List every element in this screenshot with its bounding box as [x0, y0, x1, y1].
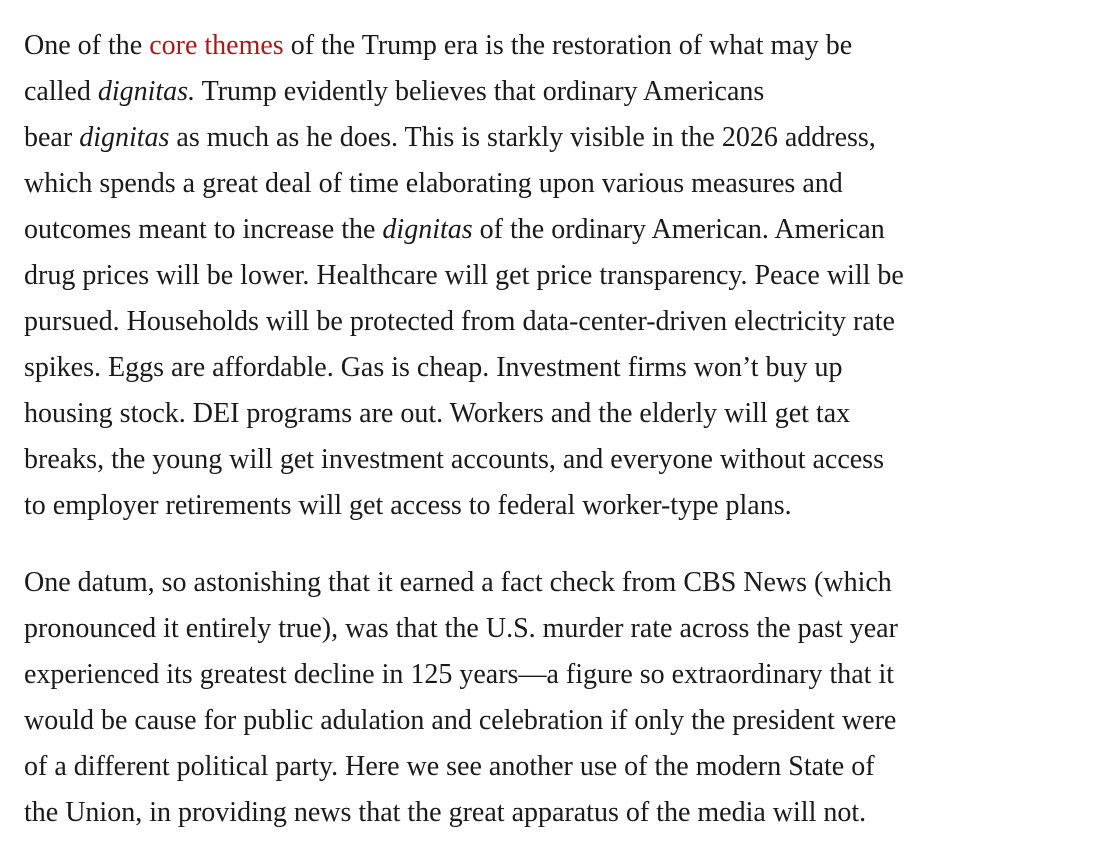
emphasis-dignitas: dignitas — [79, 122, 170, 153]
paragraph-line: of a different political party. Here we see another use of the modern State of — [24, 751, 875, 782]
paragraph-line: drug prices will be lower. Healthcare will get price transparency. Peace will be — [24, 260, 904, 291]
paragraph-line — [24, 115, 1064, 161]
paragraph-line — [24, 23, 1064, 69]
paragraph-2 — [24, 560, 1064, 836]
text-span: outcomes meant to increase the — [24, 214, 383, 245]
emphasis-dignitas: dignitas. — [97, 76, 196, 107]
core-themes-link[interactable]: core themes — [149, 30, 284, 61]
paragraph-line: One datum, so astonishing that it earned a fact check from CBS News (which — [24, 567, 892, 598]
paragraph-1 — [24, 23, 1064, 529]
text-span: One of the — [24, 30, 150, 61]
paragraph-line — [24, 69, 1064, 115]
paragraph-line: housing stock. DEI programs are out. Workers and the elderly will get tax — [24, 398, 851, 429]
paragraph-line: pursued. Households will be protected from data-center-driven electricity rate — [24, 306, 895, 337]
paragraph-line: which spends a great deal of time elaborating upon various measures and — [24, 168, 843, 199]
article-body — [24, 23, 1064, 836]
paragraph-line: would be cause for public adulation and celebration if only the president were — [24, 705, 897, 736]
paragraph-line: the Union, in providing news that the great apparatus of the media will not. — [24, 797, 867, 828]
paragraph-line: experienced its greatest decline in 125 years—a figure so extraordinary that it — [24, 659, 894, 690]
paragraph-line: to employer retirements will get access to federal worker-type plans. — [24, 490, 792, 521]
text-span: of the Trump era is the restoration of what may be — [283, 30, 853, 61]
text-span: bear — [24, 122, 80, 153]
paragraph-line — [24, 207, 1064, 253]
text-span: Trump evidently believes that ordinary Americans — [195, 76, 765, 107]
paragraph-line: spikes. Eggs are affordable. Gas is cheap. Investment firms won’t buy up — [24, 352, 843, 383]
text-span: as much as he does. This is starkly visible in the 2026 address, — [169, 122, 876, 153]
paragraph-line: breaks, the young will get investment accounts, and everyone without access — [24, 444, 884, 475]
emphasis-dignitas: dignitas — [382, 214, 473, 245]
text-span: called — [24, 76, 98, 107]
text-span: of the ordinary American. American — [472, 214, 885, 245]
paragraph-line: pronounced it entirely true), was that the U.S. murder rate across the past year — [24, 613, 898, 644]
